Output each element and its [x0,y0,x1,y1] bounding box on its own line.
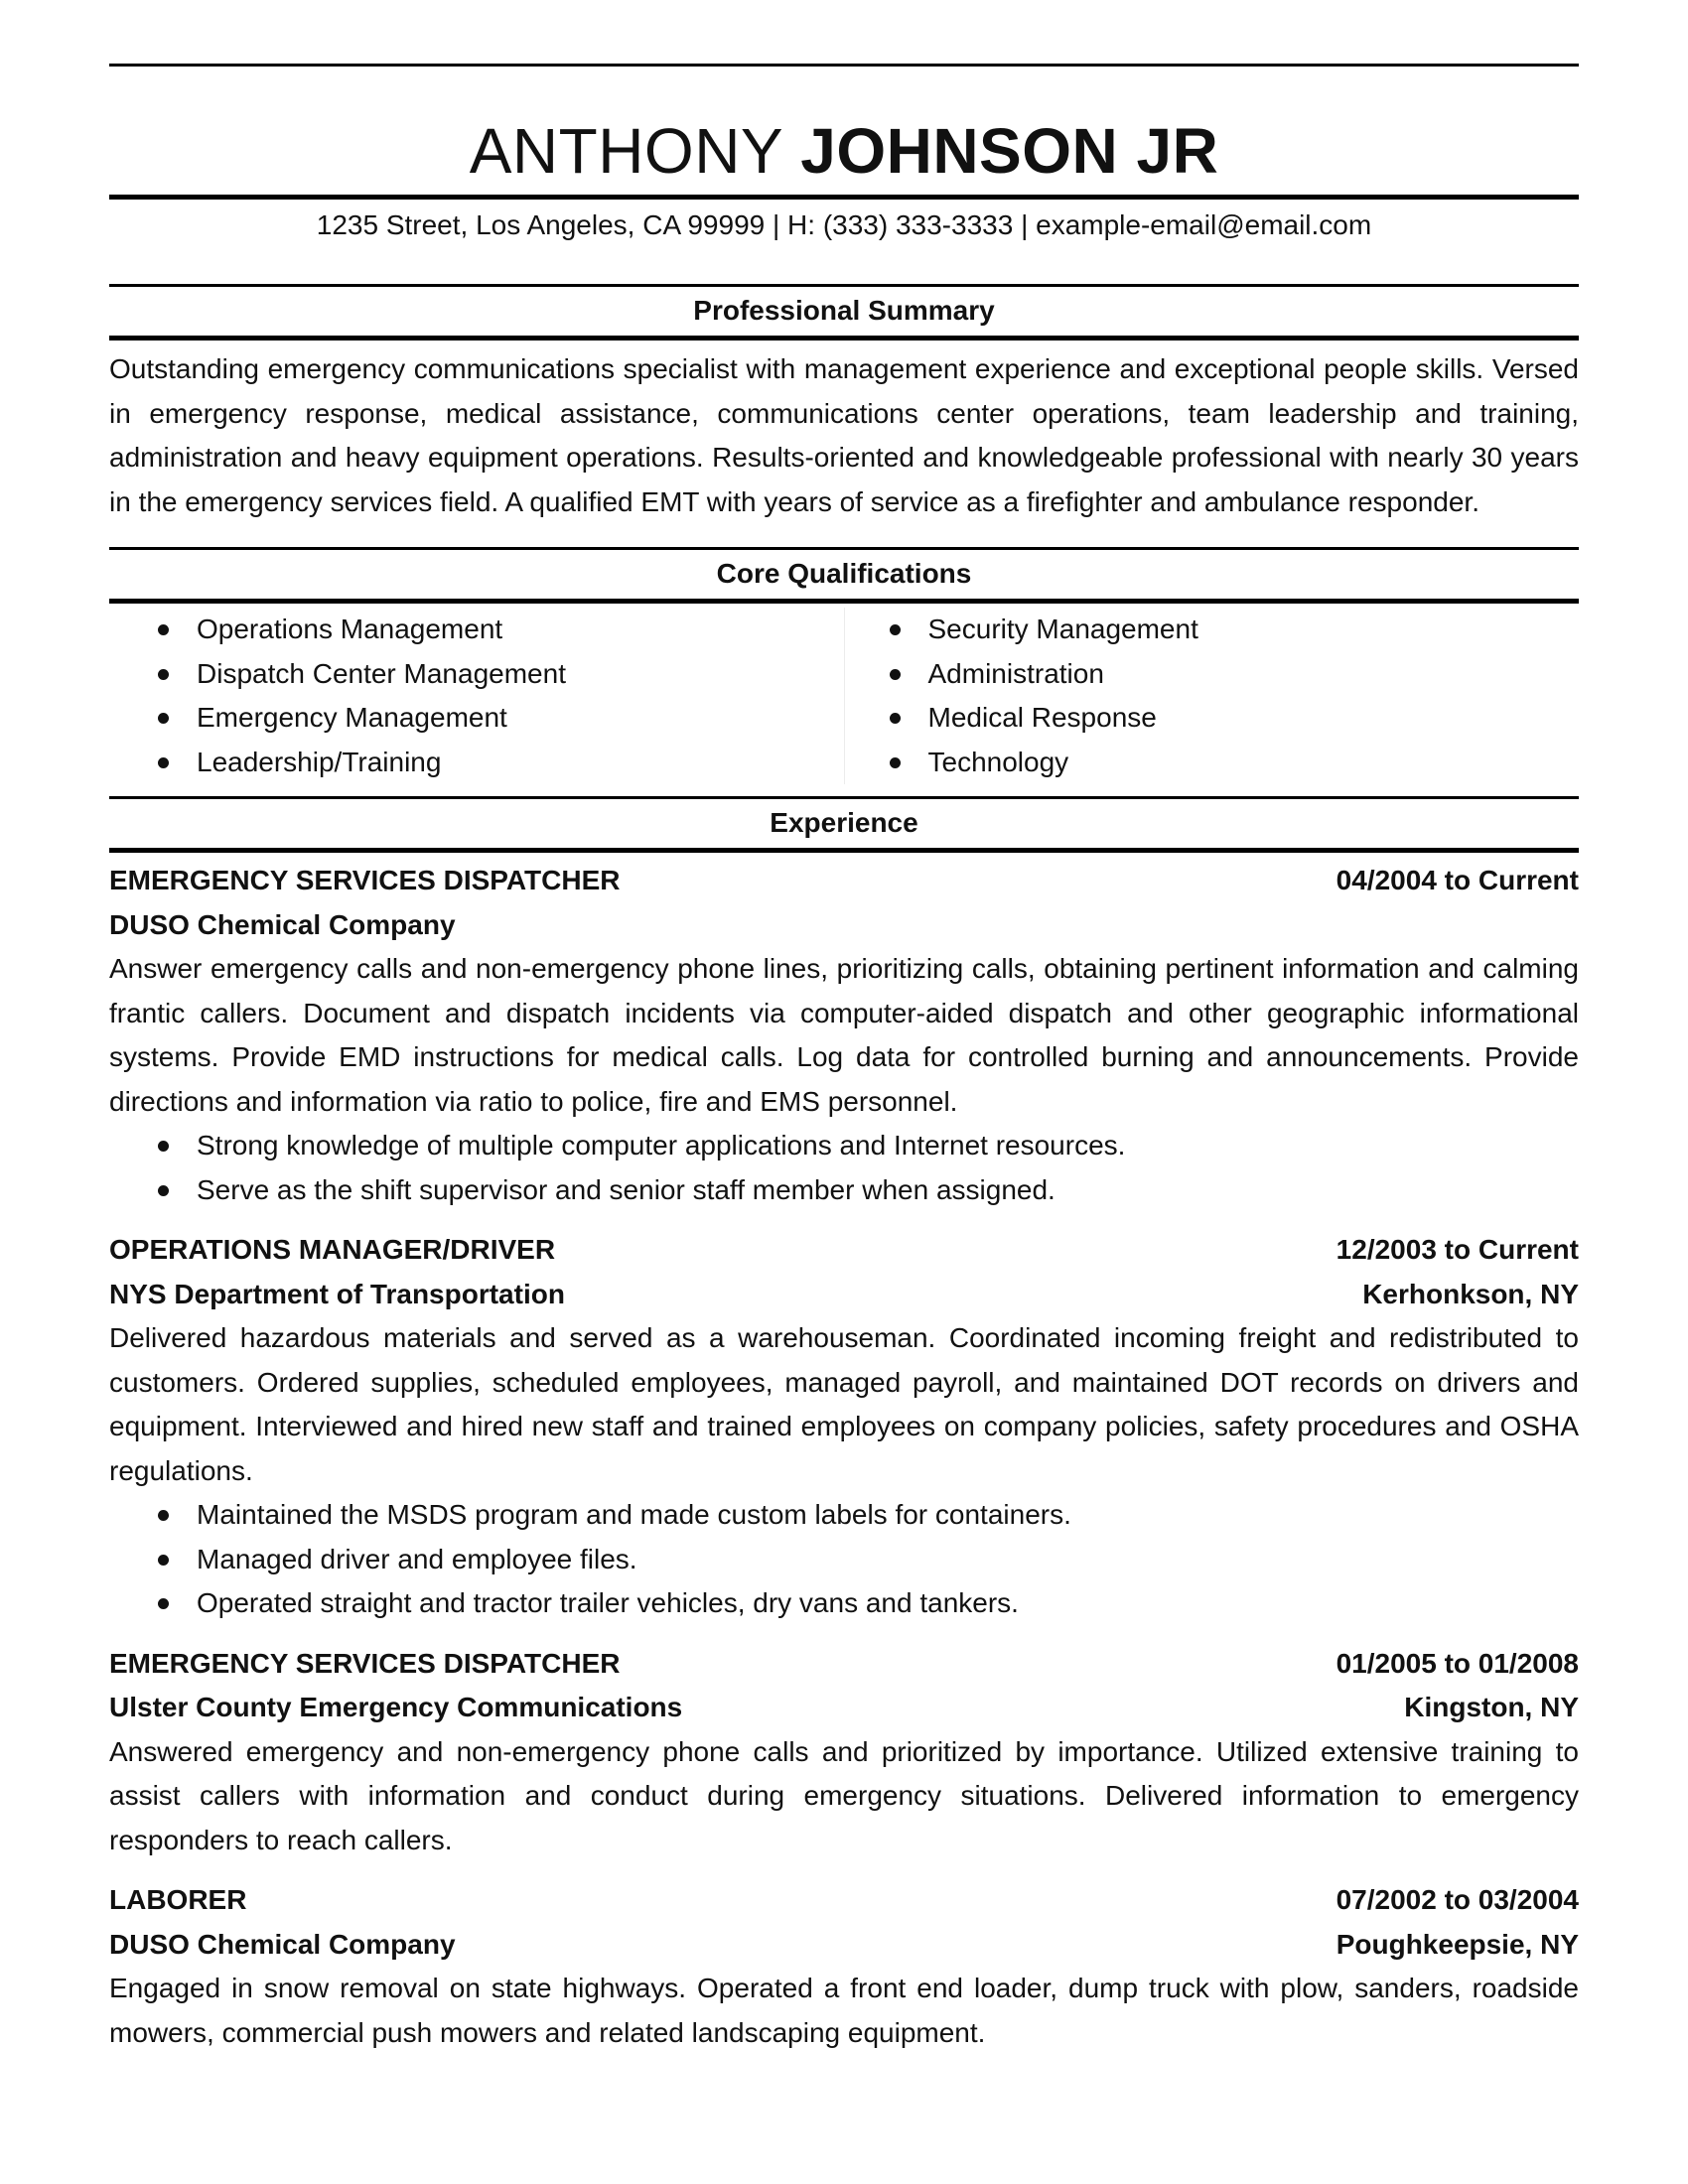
job-title: OPERATIONS MANAGER/DRIVER [109,1234,556,1265]
list-item: Maintained the MSDS program and made custom labels for containers. [109,1493,1579,1538]
job-dates: 01/2005 to 01/2008 [1336,1647,1579,1679]
name-rule [109,195,1579,200]
summary-title: Professional Summary [693,295,995,326]
summary-bottom-rule [109,336,1579,341]
candidate-name [109,115,1579,187]
contact-info: 1235 Street, Los Angeles, CA 99999 | H: (333) 333-3333 | example-email@email.com [316,209,1372,240]
list-item: Operations Management [109,608,844,652]
job-title: LABORER [109,1884,247,1915]
job-dates: 12/2003 to Current [1336,1234,1579,1265]
job-description: Delivered hazardous materials and served as a warehouseman. Coordinated incoming freight and redistributed to customers. Ordered supplies, scheduled employees, managed payroll, and maintained DOT records on drivers and equipment. Interviewed and hired new staff and trained employees on company policies, safety procedures and OSHA regulations. [109,1322,1579,1486]
job-entry [109,859,1579,1212]
job-entry [109,1228,1579,1626]
job-bullets [109,1493,1579,1626]
job-title: EMERGENCY SERVICES DISPATCHER [109,865,621,895]
job-dates: 07/2002 to 03/2004 [1336,1884,1579,1915]
list-item: Emergency Management [109,696,844,741]
list-item: Leadership/Training [109,741,844,785]
qualifications-right-column [845,608,1580,784]
job-description: Answered emergency and non-emergency phone calls and prioritized by importance. Utilized extensive training to assist callers with information and conduct during emergency situations. Delivered information to emergency responders to reach callers. [109,1735,1579,1855]
list-item: Operated straight and tractor trailer vehicles, dry vans and tankers. [109,1581,1579,1626]
first-name: ANTHONY [469,115,782,187]
job-company: DUSO Chemical Company [109,908,456,940]
job-location: Kerhonkson, NY [1362,1278,1579,1309]
list-item: Managed driver and employee files. [109,1538,1579,1582]
experience-bottom-rule [109,848,1579,853]
experience-title: Experience [770,807,918,838]
qualifications-left-column [109,608,845,784]
list-item: Medical Response [845,696,1580,741]
list-item: Strong knowledge of multiple computer applications and Internet resources. [109,1124,1579,1168]
qualifications-title: Core Qualifications [716,558,972,589]
job-description: Engaged in snow removal on state highways. Operated a front end loader, dump truck with plow, sanders, roadside mowers, commercial push mowers and related landscaping equipment. [109,1973,1579,2048]
qualifications-list [109,604,1579,794]
list-item: Security Management [845,608,1580,652]
list-item: Technology [845,741,1580,785]
job-description: Answer emergency calls and non-emergency phone lines, prioritizing calls, obtaining pertinent information and calming frantic callers. Document and dispatch incidents via computer-aided dispatch and other geographic informational systems. Provide EMD instructions for medical calls. Log data for controlled burning and announcements. Provide directions and information via ratio to police, fire and EMS personnel. [109,953,1579,1117]
job-location: Kingston, NY [1404,1692,1579,1722]
list-item: Dispatch Center Management [109,652,844,697]
top-rule [109,64,1579,67]
summary-text: Outstanding emergency communications specialist with management experience and exceptional people skills. Versed in emergency response, medical assistance, communications center operations, team leadership and training, administration and heavy equipment operations. Results-oriented and knowledgeable professional with nearly 30 years in the emergency services field. A qualified EMT with years of service as a firefighter and ambulance responder. [109,353,1579,517]
job-title: EMERGENCY SERVICES DISPATCHER [109,1647,621,1679]
job-bullets [109,1124,1579,1212]
list-item: Administration [845,652,1580,697]
job-company: DUSO Chemical Company [109,1928,456,1960]
job-company: Ulster County Emergency Communications [109,1692,683,1722]
job-entry [109,1642,1579,1863]
job-company: NYS Department of Transportation [109,1278,565,1309]
list-item: Serve as the shift supervisor and senior staff member when assigned. [109,1168,1579,1213]
job-location: Poughkeepsie, NY [1336,1928,1579,1960]
job-entry [109,1878,1579,2055]
job-dates: 04/2004 to Current [1336,865,1579,895]
last-name: JOHNSON JR [800,115,1219,187]
resume-page [109,0,1579,2055]
